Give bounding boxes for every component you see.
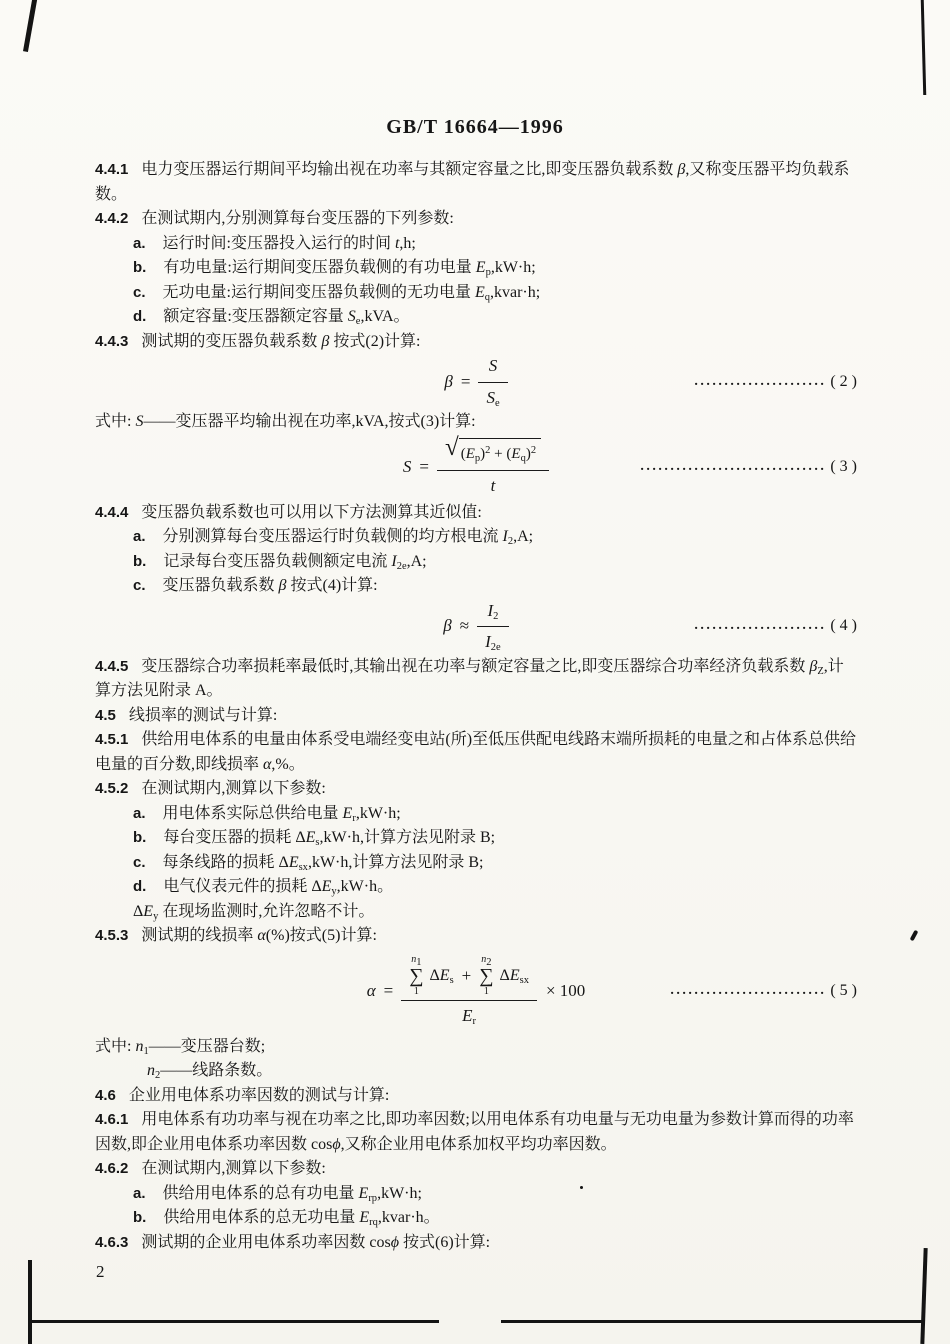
list-text: 有功电量:运行期间变压器负载侧的有功电量 $E_p,kW\cdot h$;	[163, 259, 536, 278]
clause-text: 在测试期内,测算以下参数:	[141, 1160, 326, 1177]
list-text: 分别测算每台变压器运行时负载侧的均方根电流 $I_2,A$;	[162, 528, 534, 547]
clause-number: 4.4.4	[95, 503, 129, 521]
clause-4-5-3	[95, 924, 857, 949]
where-clause-eq2	[95, 410, 857, 435]
clause-text: 供给用电体系的电量由体系受电端经变电站(所)至低压供配电线路末端所损耗的电量之和占体系总供给电量的百分数,即线损率 α,%。	[95, 731, 857, 773]
sigma-symbol: ∑	[479, 964, 494, 987]
list-item-c	[95, 574, 857, 599]
list-item-d	[95, 875, 857, 900]
summation	[409, 955, 423, 997]
clause-number: 4.4.1	[95, 161, 129, 178]
clause-number: 4.4.5	[95, 657, 129, 675]
document-content	[95, 158, 857, 1255]
square-root	[445, 434, 541, 467]
scan-artifact-bottom-right	[920, 1248, 927, 1344]
sum-upper-limit: $n_1$	[411, 953, 422, 968]
clause-number: 4.4.2	[95, 210, 129, 227]
list-text: 供给用电体系的总有功电量 $E_{rp},kW\cdot h$;	[162, 1184, 422, 1204]
list-text: 额定容量:变压器额定容量 $S_e,kVA$。	[163, 308, 410, 327]
equation-5-tag	[670, 979, 857, 1004]
equation-3-tag	[640, 455, 857, 480]
equation-3-expression	[402, 434, 549, 498]
scan-artifact-bottom-line-right	[501, 1320, 923, 1323]
equation-number: ( 4 )	[830, 617, 857, 635]
radical-sign: √	[445, 434, 459, 461]
where-text: 式中: S——变压器平均输出视在功率,kVA,按式(3)计算:	[95, 413, 476, 430]
list-text: 供给用电体系的总无功电量 $E_{rq},kvar\cdot h$。	[163, 1209, 440, 1228]
equation-4	[95, 599, 857, 655]
list-text: 运行时间:变压器投入运行的时间 t,h;	[162, 234, 416, 252]
list-item-a	[95, 802, 857, 827]
list-item-b	[95, 1206, 857, 1231]
list-letter: c.	[133, 577, 146, 594]
clause-text: 在测试期内,测算以下参数:	[141, 780, 326, 797]
equation-2-tag	[694, 370, 857, 395]
dotted-leader: ......................	[694, 618, 827, 634]
clause-text: 线损率的测试与计算:	[128, 706, 278, 724]
dotted-leader: ...............................	[640, 459, 827, 475]
equation-2	[95, 354, 857, 410]
list-letter: d.	[133, 308, 147, 325]
sum-upper-limit: $n_2$	[481, 953, 492, 968]
clause-text: 变压器综合功率损耗率最低时,其输出视在功率与额定容量之比,即变压器综合功率经济负载系数 $\beta_Z$,计算方法见附录 A。	[95, 657, 844, 699]
list-letter: d.	[133, 878, 147, 895]
clause-number: 4.6	[95, 1086, 116, 1104]
clause-4-5-1	[95, 728, 857, 777]
list-letter: a.	[133, 234, 146, 252]
equation-4-expression	[443, 599, 508, 655]
list-text: 每台变压器的损耗 $\Delta E_s,kW\cdot h$,计算方法见附录 B;	[163, 829, 496, 848]
clause-text: 测试期的线损率 α(%)按式(5)计算:	[141, 927, 377, 944]
list-item-b	[95, 550, 857, 575]
list-letter: b.	[133, 259, 147, 276]
clause-4-6	[95, 1084, 857, 1109]
list-letter: b.	[133, 1209, 147, 1226]
equation-2-expression	[444, 354, 507, 410]
list-letter: c.	[133, 853, 146, 871]
clause-number: 4.5.3	[95, 927, 129, 944]
list-letter: b.	[133, 829, 147, 846]
approx-sign: ≈	[459, 616, 470, 636]
where-clause-eq5-n2	[95, 1059, 857, 1084]
list-item-d	[95, 305, 857, 330]
where-text: 式中: $n_1——$变压器台数;	[95, 1037, 266, 1057]
list-text: 用电体系实际总供给电量 $E_r,kW\cdot h$;	[162, 804, 401, 824]
clause-text: 企业用电体系功率因数的测试与计算:	[128, 1086, 390, 1104]
list-item-b	[95, 826, 857, 851]
clause-text: 变压器负载系数也可以用以下方法测算其近似值:	[141, 503, 482, 521]
scan-artifact-top-right	[921, 0, 926, 95]
clause-4-5-2	[95, 777, 857, 802]
clause-text: 电力变压器运行期间平均输出视在功率与其额定容量之比,即变压器负载系数 β,又称变压器平均负载系数。	[95, 161, 850, 203]
fraction	[437, 434, 549, 498]
fraction-denominator: $E_r$	[401, 1000, 537, 1029]
equals-sign: =	[419, 457, 430, 477]
list-item-a	[95, 1182, 857, 1207]
equals-sign: =	[383, 981, 394, 1001]
clause-4-6-3	[95, 1231, 857, 1256]
clause-4-6-2	[95, 1157, 857, 1182]
fraction-denominator: $S_e$	[478, 382, 507, 411]
sum-lower-limit: 1	[483, 985, 489, 997]
plus-sign: +	[461, 965, 472, 985]
equation-5	[95, 949, 857, 1035]
scan-artifact-bottom-line-left	[29, 1320, 439, 1323]
note-text: $\Delta E_y$ 在现场监测时,允许忽略不计。	[133, 902, 375, 922]
list-item-a	[95, 525, 857, 550]
clause-4-4-1	[95, 158, 857, 207]
equation-number: ( 2 )	[830, 372, 857, 390]
where-text: $n_2——$线路条数。	[147, 1062, 273, 1081]
fraction	[401, 955, 537, 1029]
clause-number: 4.6.1	[95, 1111, 129, 1128]
standard-code-header: GB/T 16664—1996	[386, 116, 564, 138]
scan-artifact-right-middle	[910, 930, 919, 942]
clause-4-4-4	[95, 501, 857, 526]
clause-4-4-2	[95, 207, 857, 232]
equation-lhs: β	[444, 371, 453, 391]
radicand: $(E_p)^2 + (E_q)^2$	[459, 438, 541, 467]
clause-number: 4.5	[95, 706, 116, 724]
clause-text: 用电体系有功功率与视在功率之比,即功率因数;以用电体系有功电量与无功电量为参数计算而得的功率因数,即企业用电体系功率因数 cosϕ,又称企业用电体系加权平均功率因数。	[95, 1111, 854, 1153]
fraction-denominator: t	[437, 470, 549, 499]
clause-number: 4.5.1	[95, 731, 129, 748]
clause-number: 4.6.3	[95, 1233, 129, 1251]
sum-term: $\Delta E_{sx}$	[499, 966, 529, 986]
fraction	[478, 354, 507, 410]
list-item-c	[95, 281, 857, 306]
list-text: 无功电量:运行期间变压器负载侧的无功电量 $E_q,kvar\cdot h$;	[162, 283, 541, 303]
clause-4-6-1	[95, 1108, 857, 1157]
equation-lhs: S	[402, 457, 412, 477]
note-delta-ey	[95, 900, 857, 925]
scan-artifact-bottom-left	[28, 1260, 32, 1344]
scan-artifact-top-left	[23, 0, 38, 52]
equation-lhs: α	[366, 981, 376, 1001]
fraction-numerator: S	[488, 356, 498, 375]
clause-text: 测试期的变压器负载系数 β 按式(2)计算:	[141, 332, 421, 350]
equation-number: ( 5 )	[830, 982, 857, 1000]
dotted-leader: ......................	[694, 373, 827, 389]
list-letter: a.	[133, 528, 146, 545]
clause-4-4-5	[95, 655, 857, 704]
equation-4-tag	[694, 614, 857, 639]
list-letter: a.	[133, 1184, 146, 1202]
list-letter: a.	[133, 804, 146, 822]
list-item-c	[95, 851, 857, 876]
page-number: 2	[96, 1262, 105, 1281]
equation-5-expression	[367, 955, 586, 1029]
list-item-b	[95, 256, 857, 281]
times-100: × 100	[545, 981, 586, 1001]
equation-lhs: β	[443, 616, 452, 636]
clause-text: 在测试期内,分别测算每台变压器的下列参数:	[141, 210, 454, 227]
list-text: 变压器负载系数 β 按式(4)计算:	[162, 577, 378, 594]
list-text: 记录每台变压器负载侧额定电流 $I_{2e},A$;	[163, 552, 427, 572]
clause-number: 4.4.3	[95, 332, 129, 350]
list-text: 每条线路的损耗 $\Delta E_{sx},kW\cdot h$,计算方法见附录 B;	[162, 853, 484, 873]
list-text: 电气仪表元件的损耗 $\Delta E_y,kW\cdot h$。	[163, 878, 394, 897]
clause-4-5	[95, 704, 857, 729]
clause-number: 4.5.2	[95, 780, 129, 797]
list-letter: c.	[133, 283, 146, 301]
sum-lower-limit: 1	[413, 985, 419, 997]
equation-number: ( 3 )	[830, 458, 857, 476]
clause-4-4-3	[95, 330, 857, 355]
fraction-numerator	[437, 434, 549, 470]
fraction-numerator	[401, 955, 537, 1000]
fraction	[477, 599, 509, 655]
dotted-leader: ..........................	[670, 983, 827, 999]
fraction-numerator: $I_2$	[487, 600, 499, 622]
equals-sign: =	[460, 371, 471, 391]
equation-3	[95, 435, 857, 501]
sigma-symbol: ∑	[409, 964, 424, 987]
clause-number: 4.6.2	[95, 1160, 129, 1177]
where-clause-eq5-n1	[95, 1035, 857, 1060]
fraction-denominator: $I_{2e}$	[477, 626, 509, 655]
list-item-a	[95, 232, 857, 257]
summation	[479, 955, 493, 997]
sum-term: $\Delta E_s$	[429, 966, 454, 986]
clause-text: 测试期的企业用电体系功率因数 cosϕ 按式(6)计算:	[141, 1233, 491, 1251]
list-letter: b.	[133, 552, 147, 570]
